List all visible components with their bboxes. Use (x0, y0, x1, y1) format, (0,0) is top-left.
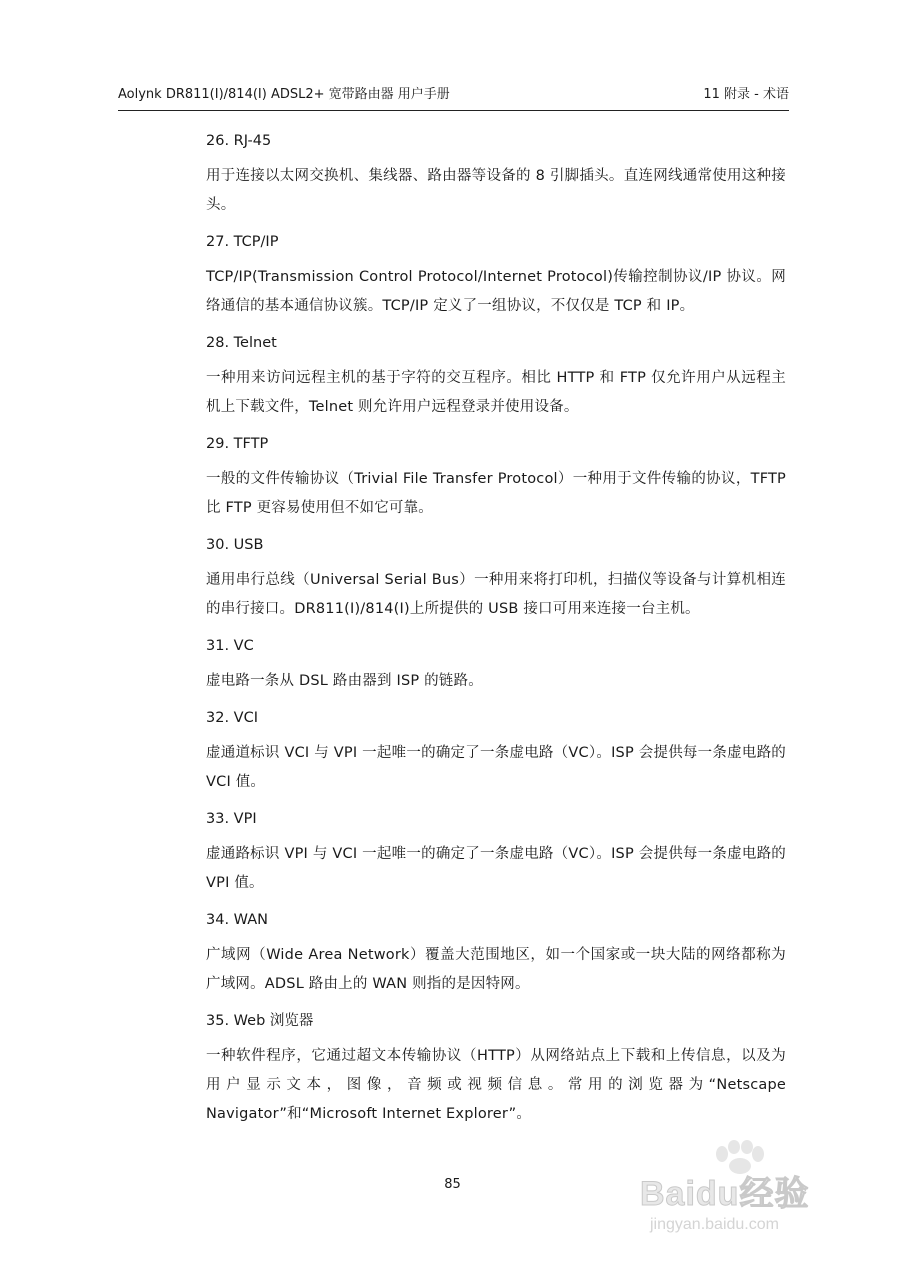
term-heading: 31. VC (206, 638, 254, 654)
term-heading: 35. Web 浏览器 (206, 1013, 314, 1029)
term-heading: 26. RJ-45 (206, 133, 272, 149)
term-description: 虚通道标识 VCI 与 VPI 一起唯一的确定了一条虚电路（VC）。ISP 会提供每一条虚电路的 VCI 值。 (206, 745, 786, 790)
glossary-entry (206, 534, 786, 624)
watermark-logo: Baidu经验 (640, 1175, 810, 1213)
term-description: 用于连接以太网交换机、集线器、路由器等设备的 8 引脚插头。直连网线通常使用这种接头。 (206, 168, 786, 213)
term-description: 虚通路标识 VPI 与 VCI 一起唯一的确定了一条虚电路（VC）。ISP 会提供每一条虚电路的 VPI 值。 (206, 846, 786, 891)
term-description: 一种软件程序，它通过超文本传输协议（HTTP）从网络站点上下载和上传信息，以及为用户显示文本，图像，音频或视频信息。常用的浏览器为“Netscape Navigator”和“Microsoft Internet Explorer”。 (206, 1048, 786, 1122)
glossary-entry (206, 707, 786, 797)
term-description: TCP/IP(Transmission Control Protocol/Internet Protocol)传输控制协议/IP 协议。网络通信的基本通信协议簇。TCP/IP 定义了一组协议，不仅仅是 TCP 和 IP。 (206, 269, 786, 314)
header-manual-title: Aolynk DR811(I)/814(I) ADSL2+ 宽带路由器 用户手册 (118, 87, 450, 102)
glossary-entry (206, 130, 786, 220)
baidu-watermark (640, 1140, 860, 1250)
term-description: 一般的文件传输协议（Trivial File Transfer Protocol）一种用于文件传输的协议，TFTP 比 FTP 更容易使用但不如它可靠。 (206, 471, 786, 516)
glossary-entry (206, 635, 786, 696)
term-description: 一种用来访问远程主机的基于字符的交互程序。相比 HTTP 和 FTP 仅允许用户从远程主机上下载文件，Telnet 则允许用户远程登录并使用设备。 (206, 370, 786, 415)
glossary-entry (206, 231, 786, 321)
header-section-title: 11 附录 - 术语 (703, 87, 789, 102)
page-header (118, 86, 789, 111)
term-heading: 29. TFTP (206, 436, 269, 452)
page-number: 85 (444, 1177, 461, 1192)
term-description: 虚电路一条从 DSL 路由器到 ISP 的链路。 (206, 673, 483, 689)
term-description: 广域网（Wide Area Network）覆盖大范围地区，如一个国家或一块大陆的网络都称为广域网。ADSL 路由上的 WAN 则指的是因特网。 (206, 947, 786, 992)
term-description: 通用串行总线（Universal Serial Bus）一种用来将打印机，扫描仪等设备与计算机相连的串行接口。DR811(I)/814(I)上所提供的 USB 接口可用来连接一台主机。 (206, 572, 786, 617)
glossary-content (206, 130, 786, 1140)
term-heading: 32. VCI (206, 710, 258, 726)
term-heading: 28. Telnet (206, 335, 277, 351)
glossary-entry (206, 433, 786, 523)
glossary-entry (206, 1010, 786, 1129)
term-heading: 34. WAN (206, 912, 268, 928)
watermark-site: jingyan.baidu.com (650, 1216, 779, 1233)
term-heading: 27. TCP/IP (206, 234, 279, 250)
glossary-entry (206, 909, 786, 999)
glossary-entry (206, 808, 786, 898)
term-heading: 33. VPI (206, 811, 257, 827)
glossary-entry (206, 332, 786, 422)
term-heading: 30. USB (206, 537, 264, 553)
